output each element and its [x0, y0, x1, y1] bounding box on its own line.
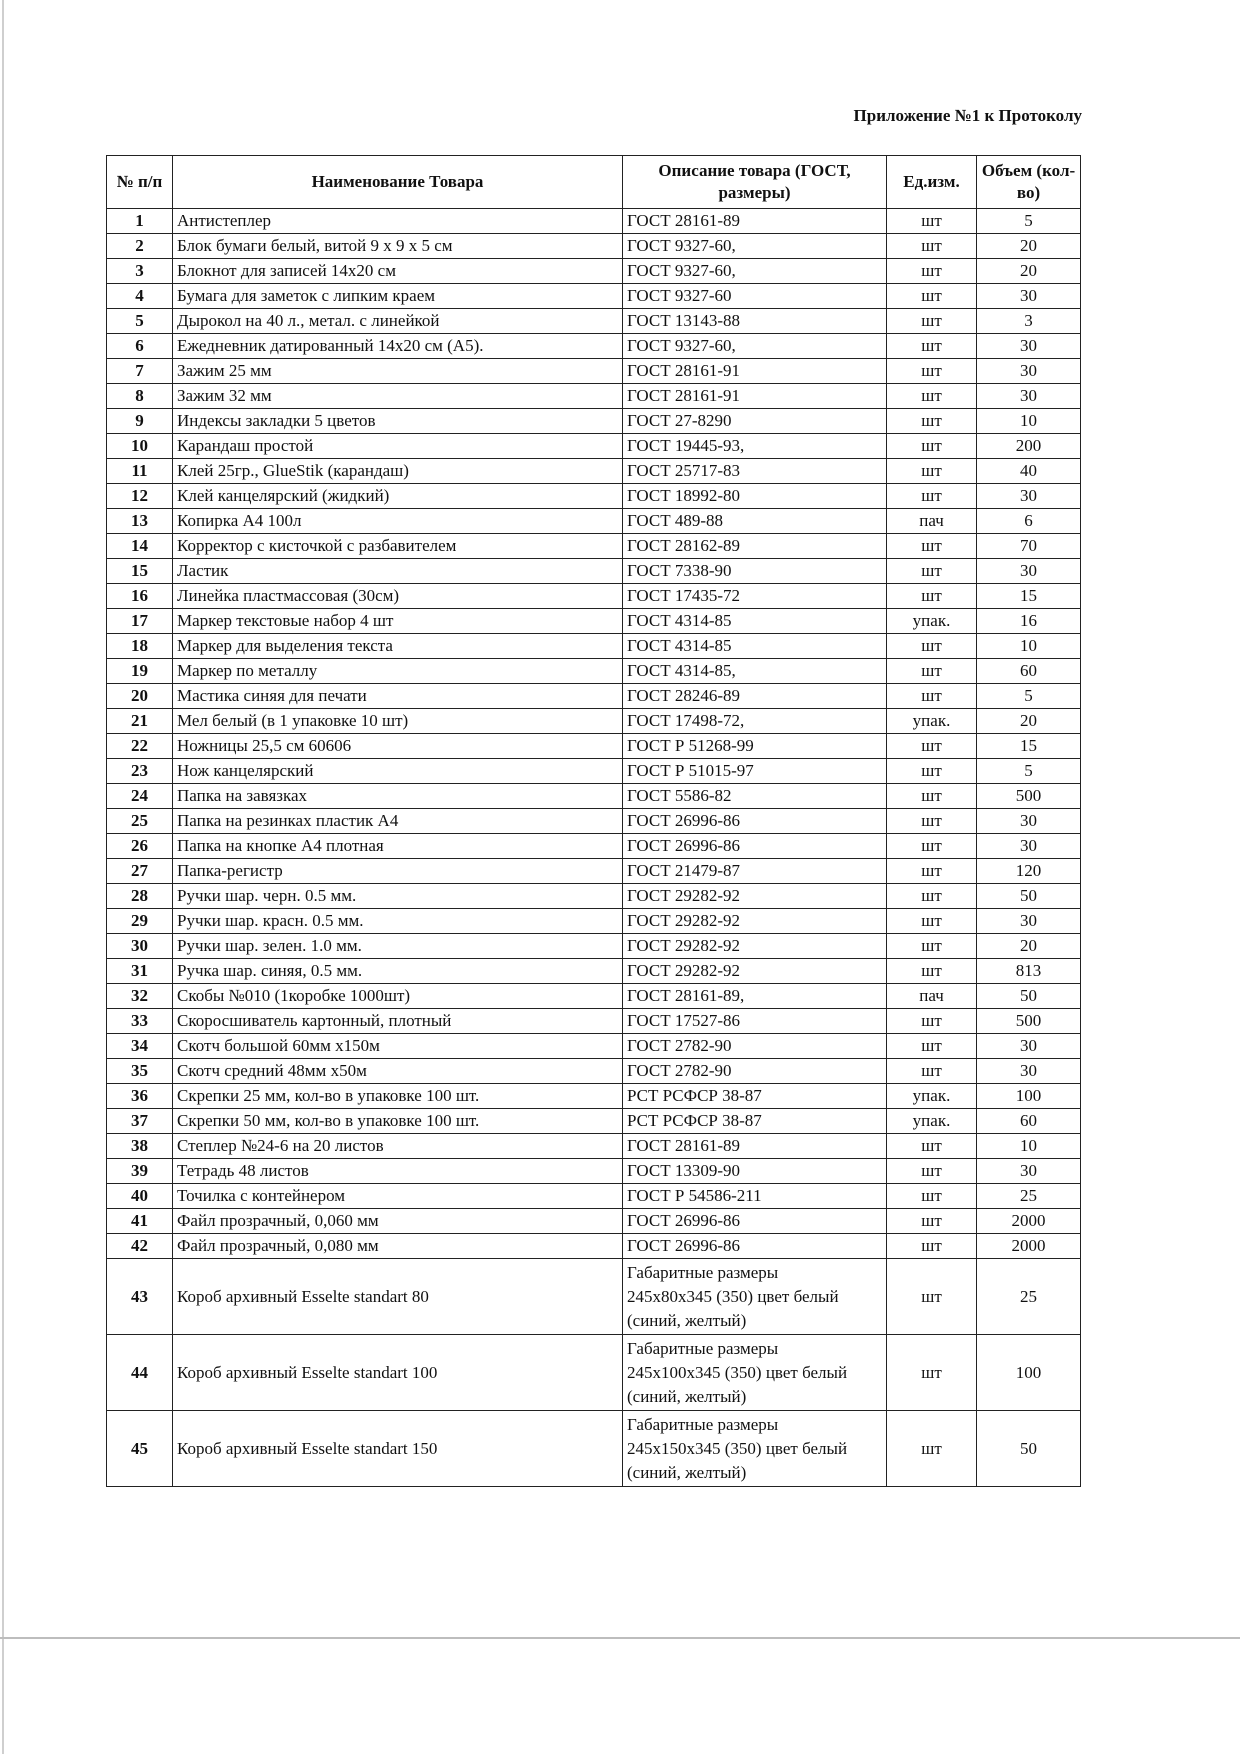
col-header-number: № п/п: [107, 156, 173, 209]
row-unit: шт: [887, 309, 977, 334]
row-quantity: 120: [977, 859, 1081, 884]
row-name: Зажим 25 мм: [173, 359, 623, 384]
row-quantity: 200: [977, 434, 1081, 459]
row-unit: шт: [887, 959, 977, 984]
table-row: [107, 834, 1081, 859]
table-row: [107, 734, 1081, 759]
row-unit: шт: [887, 1034, 977, 1059]
row-unit: шт: [887, 884, 977, 909]
row-quantity: 2000: [977, 1209, 1081, 1234]
row-name: Короб архивный Esselte standart 150: [173, 1411, 623, 1487]
row-description: ГОСТ 17527-86: [623, 1009, 887, 1034]
scan-bottom-rule: [0, 1637, 1240, 1639]
table-row: [107, 309, 1081, 334]
row-number: 5: [107, 309, 173, 334]
row-unit: упак.: [887, 1109, 977, 1134]
row-quantity: 10: [977, 634, 1081, 659]
table-row: [107, 984, 1081, 1009]
row-number: 40: [107, 1184, 173, 1209]
row-quantity: 100: [977, 1335, 1081, 1411]
row-quantity: 25: [977, 1184, 1081, 1209]
row-description: ГОСТ 21479-87: [623, 859, 887, 884]
table-row: [107, 784, 1081, 809]
row-quantity: 20: [977, 934, 1081, 959]
row-number: 44: [107, 1335, 173, 1411]
col-header-unit: Ед.изм.: [887, 156, 977, 209]
row-name: Корректор с кисточкой с разбавителем: [173, 534, 623, 559]
row-description: ГОСТ 26996-86: [623, 1209, 887, 1234]
row-description: РСТ РСФСР 38-87: [623, 1109, 887, 1134]
row-quantity: 20: [977, 709, 1081, 734]
row-name: Маркер для выделения текста: [173, 634, 623, 659]
row-name: Нож канцелярский: [173, 759, 623, 784]
goods-table: [106, 155, 1081, 1487]
row-number: 43: [107, 1259, 173, 1335]
row-unit: шт: [887, 934, 977, 959]
table-row: [107, 1059, 1081, 1084]
row-number: 22: [107, 734, 173, 759]
row-name: Тетрадь 48 листов: [173, 1159, 623, 1184]
row-number: 9: [107, 409, 173, 434]
annex-title: Приложение №1 к Протоколу: [853, 106, 1082, 125]
row-quantity: 20: [977, 259, 1081, 284]
row-description-line: Габаритные размеры: [627, 1338, 779, 1358]
row-number: 23: [107, 759, 173, 784]
row-quantity: 30: [977, 909, 1081, 934]
row-name: Индексы закладки 5 цветов: [173, 409, 623, 434]
row-description: ГОСТ 29282-92: [623, 934, 887, 959]
row-description: ГОСТ 25717-83: [623, 459, 887, 484]
row-description: ГОСТ 26996-86: [623, 809, 887, 834]
row-name: Линейка пластмассовая (30см): [173, 584, 623, 609]
table-row: [107, 359, 1081, 384]
row-number: 39: [107, 1159, 173, 1184]
table-row: [107, 1159, 1081, 1184]
row-description: ГОСТ 7338-90: [623, 559, 887, 584]
row-name: Ручки шар. черн. 0.5 мм.: [173, 884, 623, 909]
row-number: 24: [107, 784, 173, 809]
row-description: РСТ РСФСР 38-87: [623, 1084, 887, 1109]
row-name: Бумага для заметок с липким краем: [173, 284, 623, 309]
table-row: [107, 334, 1081, 359]
row-number: 42: [107, 1234, 173, 1259]
row-description-line: (синий, желтый): [627, 1386, 747, 1406]
table-row: [107, 409, 1081, 434]
row-description: ГОСТ 2782-90: [623, 1059, 887, 1084]
row-number: 11: [107, 459, 173, 484]
row-number: 17: [107, 609, 173, 634]
row-quantity: 30: [977, 834, 1081, 859]
table-row: [107, 1411, 1081, 1487]
row-unit: шт: [887, 334, 977, 359]
row-name: Скотч большой 60мм х150м: [173, 1034, 623, 1059]
row-name: Ручки шар. зелен. 1.0 мм.: [173, 934, 623, 959]
row-number: 2: [107, 234, 173, 259]
row-name: Скрепки 50 мм, кол-во в упаковке 100 шт.: [173, 1109, 623, 1134]
table-row: [107, 284, 1081, 309]
row-unit: шт: [887, 1234, 977, 1259]
table-row: [107, 509, 1081, 534]
row-unit: шт: [887, 484, 977, 509]
row-unit: шт: [887, 234, 977, 259]
row-quantity: 813: [977, 959, 1081, 984]
table-row: [107, 859, 1081, 884]
row-description-line: 245х100х345 (350) цвет белый: [627, 1362, 848, 1382]
row-quantity: 20: [977, 234, 1081, 259]
table-row: [107, 1084, 1081, 1109]
row-description: ГОСТ 5586-82: [623, 784, 887, 809]
row-unit: шт: [887, 384, 977, 409]
row-description: ГОСТ 17498-72,: [623, 709, 887, 734]
row-description-line: (синий, желтый): [627, 1462, 747, 1482]
table-row: [107, 559, 1081, 584]
row-description: ГОСТ 489-88: [623, 509, 887, 534]
row-name: Ножницы 25,5 см 60606: [173, 734, 623, 759]
row-quantity: 30: [977, 359, 1081, 384]
row-name: Короб архивный Esselte standart 100: [173, 1335, 623, 1411]
row-number: 3: [107, 259, 173, 284]
row-quantity: 5: [977, 684, 1081, 709]
row-quantity: 30: [977, 334, 1081, 359]
row-number: 27: [107, 859, 173, 884]
row-number: 41: [107, 1209, 173, 1234]
table-row: [107, 384, 1081, 409]
row-number: 15: [107, 559, 173, 584]
row-description: ГОСТ Р 51015-97: [623, 759, 887, 784]
row-quantity: 10: [977, 409, 1081, 434]
row-unit: шт: [887, 559, 977, 584]
row-quantity: 6: [977, 509, 1081, 534]
row-number: 4: [107, 284, 173, 309]
row-description: [623, 1335, 887, 1411]
row-unit: пач: [887, 984, 977, 1009]
row-number: 26: [107, 834, 173, 859]
row-unit: шт: [887, 1134, 977, 1159]
table-row: [107, 234, 1081, 259]
row-name: Ластик: [173, 559, 623, 584]
table-row: [107, 584, 1081, 609]
row-unit: шт: [887, 859, 977, 884]
row-number: 20: [107, 684, 173, 709]
row-number: 8: [107, 384, 173, 409]
row-number: 13: [107, 509, 173, 534]
row-quantity: 70: [977, 534, 1081, 559]
row-unit: шт: [887, 409, 977, 434]
row-number: 16: [107, 584, 173, 609]
row-number: 21: [107, 709, 173, 734]
row-name: Мел белый (в 1 упаковке 10 шт): [173, 709, 623, 734]
row-description: ГОСТ Р 54586-211: [623, 1184, 887, 1209]
row-description: ГОСТ 9327-60,: [623, 259, 887, 284]
row-quantity: 30: [977, 559, 1081, 584]
row-number: 35: [107, 1059, 173, 1084]
row-unit: шт: [887, 734, 977, 759]
row-unit: шт: [887, 1411, 977, 1487]
row-name: Маркер текстовые набор 4 шт: [173, 609, 623, 634]
row-unit: пач: [887, 509, 977, 534]
row-unit: шт: [887, 1159, 977, 1184]
row-description: [623, 1411, 887, 1487]
row-name: Дырокол на 40 л., метал. с линейкой: [173, 309, 623, 334]
row-quantity: 3: [977, 309, 1081, 334]
row-description: ГОСТ 28161-91: [623, 384, 887, 409]
row-name: Маркер по металлу: [173, 659, 623, 684]
table-row: [107, 1184, 1081, 1209]
row-name: Точилка с контейнером: [173, 1184, 623, 1209]
row-quantity: 30: [977, 1034, 1081, 1059]
row-unit: шт: [887, 834, 977, 859]
row-description: ГОСТ 28246-89: [623, 684, 887, 709]
row-number: 6: [107, 334, 173, 359]
row-unit: шт: [887, 1335, 977, 1411]
row-name: Антистеплер: [173, 209, 623, 234]
row-unit: упак.: [887, 609, 977, 634]
row-quantity: 30: [977, 809, 1081, 834]
row-unit: шт: [887, 359, 977, 384]
table-header-row: [107, 156, 1081, 209]
table-row: [107, 1109, 1081, 1134]
table-row: [107, 209, 1081, 234]
table-row: [107, 1009, 1081, 1034]
row-name: Блок бумаги белый, витой 9 х 9 х 5 см: [173, 234, 623, 259]
row-unit: шт: [887, 809, 977, 834]
table-row: [107, 1034, 1081, 1059]
row-description: ГОСТ 9327-60,: [623, 234, 887, 259]
row-description: ГОСТ 28162-89: [623, 534, 887, 559]
row-quantity: 2000: [977, 1234, 1081, 1259]
row-number: 45: [107, 1411, 173, 1487]
row-name: Папка на кнопке А4 плотная: [173, 834, 623, 859]
row-number: 25: [107, 809, 173, 834]
row-quantity: 30: [977, 484, 1081, 509]
row-description: ГОСТ 2782-90: [623, 1034, 887, 1059]
row-name: Мастика синяя для печати: [173, 684, 623, 709]
row-quantity: 40: [977, 459, 1081, 484]
row-unit: упак.: [887, 709, 977, 734]
row-description: ГОСТ Р 51268-99: [623, 734, 887, 759]
row-name: Блокнот для записей 14х20 см: [173, 259, 623, 284]
row-name: Скотч средний 48мм х50м: [173, 1059, 623, 1084]
row-name: Папка на завязках: [173, 784, 623, 809]
row-description-line: 245х80х345 (350) цвет белый: [627, 1286, 839, 1306]
row-quantity: 10: [977, 1134, 1081, 1159]
row-description: ГОСТ 13143-88: [623, 309, 887, 334]
scan-margin-line: [2, 0, 4, 1754]
row-name: Клей 25гр., GlueStik (карандаш): [173, 459, 623, 484]
row-number: 33: [107, 1009, 173, 1034]
row-name: Карандаш простой: [173, 434, 623, 459]
table-row: [107, 659, 1081, 684]
table-row: [107, 959, 1081, 984]
table-row: [107, 609, 1081, 634]
row-number: 34: [107, 1034, 173, 1059]
row-name: Скоросшиватель картонный, плотный: [173, 1009, 623, 1034]
table-row: [107, 709, 1081, 734]
row-unit: шт: [887, 459, 977, 484]
table-row: [107, 759, 1081, 784]
row-name: Зажим 32 мм: [173, 384, 623, 409]
row-description: ГОСТ 9327-60: [623, 284, 887, 309]
row-number: 12: [107, 484, 173, 509]
row-number: 28: [107, 884, 173, 909]
table-row: [107, 1234, 1081, 1259]
row-description: ГОСТ 4314-85: [623, 609, 887, 634]
row-name: Степлер №24-6 на 20 листов: [173, 1134, 623, 1159]
row-quantity: 25: [977, 1259, 1081, 1335]
table-row: [107, 934, 1081, 959]
row-name: Ручки шар. красн. 0.5 мм.: [173, 909, 623, 934]
row-quantity: 5: [977, 759, 1081, 784]
table-row: [107, 809, 1081, 834]
row-name: Скобы №010 (1коробке 1000шт): [173, 984, 623, 1009]
row-unit: шт: [887, 1009, 977, 1034]
row-quantity: 50: [977, 884, 1081, 909]
row-quantity: 50: [977, 984, 1081, 1009]
row-unit: шт: [887, 534, 977, 559]
table-row: [107, 1259, 1081, 1335]
row-description-line: Габаритные размеры: [627, 1414, 779, 1434]
row-unit: шт: [887, 1259, 977, 1335]
row-unit: шт: [887, 584, 977, 609]
row-quantity: 15: [977, 584, 1081, 609]
row-quantity: 30: [977, 1159, 1081, 1184]
row-number: 38: [107, 1134, 173, 1159]
row-description: ГОСТ 28161-89: [623, 209, 887, 234]
row-number: 36: [107, 1084, 173, 1109]
row-description: ГОСТ 17435-72: [623, 584, 887, 609]
row-description: ГОСТ 29282-92: [623, 884, 887, 909]
row-quantity: 15: [977, 734, 1081, 759]
row-name: Ежедневник датированный 14х20 см (А5).: [173, 334, 623, 359]
row-description: ГОСТ 19445-93,: [623, 434, 887, 459]
row-number: 7: [107, 359, 173, 384]
row-number: 10: [107, 434, 173, 459]
row-unit: шт: [887, 209, 977, 234]
table-row: [107, 459, 1081, 484]
row-number: 32: [107, 984, 173, 1009]
row-description: ГОСТ 28161-91: [623, 359, 887, 384]
row-number: 14: [107, 534, 173, 559]
row-unit: шт: [887, 634, 977, 659]
row-name: Клей канцелярский (жидкий): [173, 484, 623, 509]
row-name: Папка-регистр: [173, 859, 623, 884]
row-number: 19: [107, 659, 173, 684]
row-name: Скрепки 25 мм, кол-во в упаковке 100 шт.: [173, 1084, 623, 1109]
row-description-line: (синий, желтый): [627, 1310, 747, 1330]
table-row: [107, 634, 1081, 659]
row-description-line: 245х150х345 (350) цвет белый: [627, 1438, 848, 1458]
table-row: [107, 884, 1081, 909]
row-description: ГОСТ 28161-89,: [623, 984, 887, 1009]
row-quantity: 5: [977, 209, 1081, 234]
row-quantity: 50: [977, 1411, 1081, 1487]
row-unit: шт: [887, 1209, 977, 1234]
row-number: 1: [107, 209, 173, 234]
row-description: ГОСТ 26996-86: [623, 834, 887, 859]
table-row: [107, 259, 1081, 284]
row-description: ГОСТ 29282-92: [623, 909, 887, 934]
row-quantity: 500: [977, 784, 1081, 809]
row-unit: шт: [887, 684, 977, 709]
row-quantity: 30: [977, 1059, 1081, 1084]
row-description: ГОСТ 9327-60,: [623, 334, 887, 359]
row-unit: шт: [887, 1184, 977, 1209]
col-header-name: Наименование Товара: [173, 156, 623, 209]
row-description: ГОСТ 18992-80: [623, 484, 887, 509]
row-number: 30: [107, 934, 173, 959]
col-header-quantity: Объем (кол-во): [977, 156, 1081, 209]
table-row: [107, 484, 1081, 509]
row-number: 18: [107, 634, 173, 659]
row-description-line: Габаритные размеры: [627, 1262, 779, 1282]
row-unit: шт: [887, 909, 977, 934]
row-name: Файл прозрачный, 0,080 мм: [173, 1234, 623, 1259]
row-name: Ручка шар. синяя, 0.5 мм.: [173, 959, 623, 984]
table-row: [107, 1209, 1081, 1234]
row-description: ГОСТ 29282-92: [623, 959, 887, 984]
table-body: [107, 209, 1081, 1487]
row-unit: шт: [887, 659, 977, 684]
table-row: [107, 534, 1081, 559]
row-name: Короб архивный Esselte standart 80: [173, 1259, 623, 1335]
row-name: Копирка А4 100л: [173, 509, 623, 534]
row-description: ГОСТ 27-8290: [623, 409, 887, 434]
row-unit: шт: [887, 1059, 977, 1084]
col-header-description: Описание товара (ГОСТ, размеры): [623, 156, 887, 209]
row-description: ГОСТ 26996-86: [623, 1234, 887, 1259]
row-name: Файл прозрачный, 0,060 мм: [173, 1209, 623, 1234]
row-number: 37: [107, 1109, 173, 1134]
row-number: 31: [107, 959, 173, 984]
table-row: [107, 434, 1081, 459]
row-unit: шт: [887, 784, 977, 809]
table-row: [107, 1134, 1081, 1159]
row-description: ГОСТ 13309-90: [623, 1159, 887, 1184]
row-description: ГОСТ 4314-85: [623, 634, 887, 659]
row-unit: упак.: [887, 1084, 977, 1109]
row-description: ГОСТ 28161-89: [623, 1134, 887, 1159]
row-quantity: 60: [977, 659, 1081, 684]
row-quantity: 30: [977, 384, 1081, 409]
table-row: [107, 909, 1081, 934]
row-quantity: 500: [977, 1009, 1081, 1034]
row-description: [623, 1259, 887, 1335]
row-unit: шт: [887, 259, 977, 284]
table-row: [107, 684, 1081, 709]
row-quantity: 100: [977, 1084, 1081, 1109]
row-name: Папка на резинках пластик А4: [173, 809, 623, 834]
row-unit: шт: [887, 284, 977, 309]
row-description: ГОСТ 4314-85,: [623, 659, 887, 684]
row-number: 29: [107, 909, 173, 934]
table-row: [107, 1335, 1081, 1411]
row-unit: шт: [887, 759, 977, 784]
row-quantity: 16: [977, 609, 1081, 634]
row-quantity: 30: [977, 284, 1081, 309]
row-unit: шт: [887, 434, 977, 459]
row-quantity: 60: [977, 1109, 1081, 1134]
